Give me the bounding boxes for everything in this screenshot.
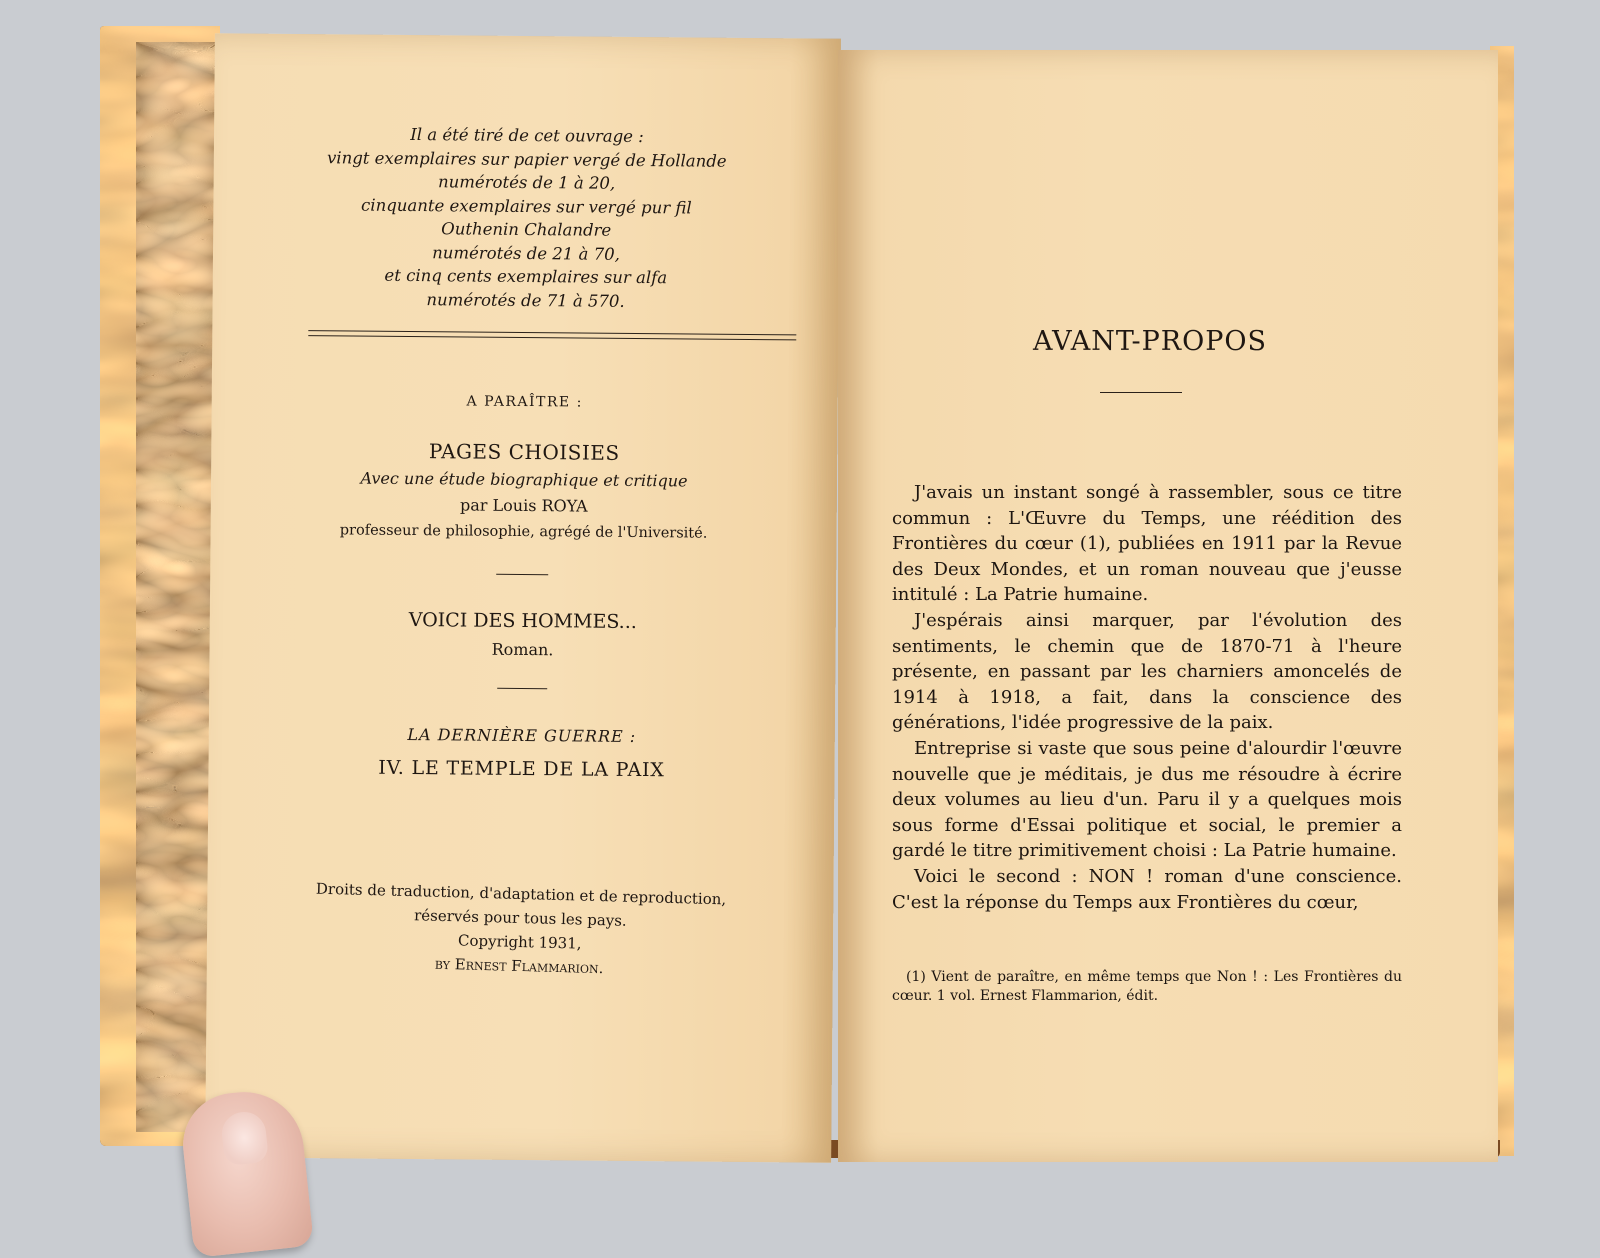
book1-author-role: professeur de philosophie, agrégé de l'Université. xyxy=(339,522,708,542)
body-text xyxy=(892,480,1402,915)
short-rule xyxy=(497,688,547,689)
paragraph: Voici le second : NON ! roman d'une conscience. C'est la réponse du Temps aux Frontières du cœur, xyxy=(892,865,1402,913)
rights-line: by Ernest Flammarion. xyxy=(434,954,604,978)
rights-line: Copyright 1931, xyxy=(457,931,582,953)
paragraph: J'avais un instant songé à rassembler, sous ce titre commun : L'Œuvre du Temps, une réédition des Frontières du cœur (1), publiées en 1911 par la Revue des Deux Mondes, et un roman nouveau que j'eusse intitulé : La Patrie humaine. xyxy=(892,482,1402,606)
edition-line: vingt exemplaires sur papier vergé de Hollande xyxy=(326,147,727,171)
forthcoming-heading: A PARAÎTRE : xyxy=(466,393,583,411)
paragraph: J'espérais ainsi marquer, par l'évolution des sentiments, le chemin que de 1870-71 à l'heure présente, en passant par les charniers amoncelés de 1914 à 1918, a fait, dans la conscience des générations, l'idée progressive de la paix. xyxy=(892,609,1402,734)
edition-note xyxy=(213,121,841,314)
edition-line: et cinq cents exemplaires sur alfa xyxy=(384,265,668,288)
double-rule xyxy=(308,330,796,340)
edition-line: Il a été tiré de cet ouvrage : xyxy=(410,124,644,147)
heading-rule xyxy=(1100,392,1182,393)
edition-line: numérotés de 71 à 570. xyxy=(426,289,625,311)
book3-title: IV. LE TEMPLE DE LA PAIX xyxy=(378,756,665,782)
paragraph: Entreprise si vaste que sous peine d'alourdir l'œuvre nouvelle que je méditais, je dus me résoudre à écrire deux volumes au lieu d'un. Paru il y a quelques mois sous forme d'Essai politique et social, le premier a gardé le titre primitivement choisi : La Patrie humaine. xyxy=(892,737,1402,862)
chapter-heading: AVANT-PROPOS xyxy=(1032,326,1268,357)
thumbnail xyxy=(220,1110,269,1166)
rights-notice xyxy=(206,874,834,986)
edition-line: Outhenin Chalandre xyxy=(441,219,612,240)
short-rule xyxy=(496,574,548,575)
book1-title: PAGES CHOISIES xyxy=(428,439,620,465)
rights-line: réservés pour tous les pays. xyxy=(413,906,627,930)
book2-genre: Roman. xyxy=(491,639,554,660)
footnote: (1) Vient de paraître, en même temps que Non ! : Les Frontières du cœur. 1 vol. Ernest Flammarion, édit. xyxy=(892,969,1402,1004)
book3-series: LA DERNIÈRE GUERRE : xyxy=(407,724,637,746)
book1-subtitle: Avec une étude biographique et critique xyxy=(360,468,688,491)
rights-line: Droits de traduction, d'adaptation et de reproduction, xyxy=(315,879,727,909)
book2-title: VOICI DES HOMMES... xyxy=(408,609,637,633)
right-page xyxy=(838,50,1498,1162)
book1-author: par Louis ROYA xyxy=(459,495,588,516)
edition-line: numérotés de 21 à 70, xyxy=(432,242,620,264)
left-page xyxy=(205,33,841,1162)
edition-line: numérotés de 1 à 20, xyxy=(437,172,616,193)
edition-line: cinquante exemplaires sur vergé pur fil xyxy=(361,195,692,217)
